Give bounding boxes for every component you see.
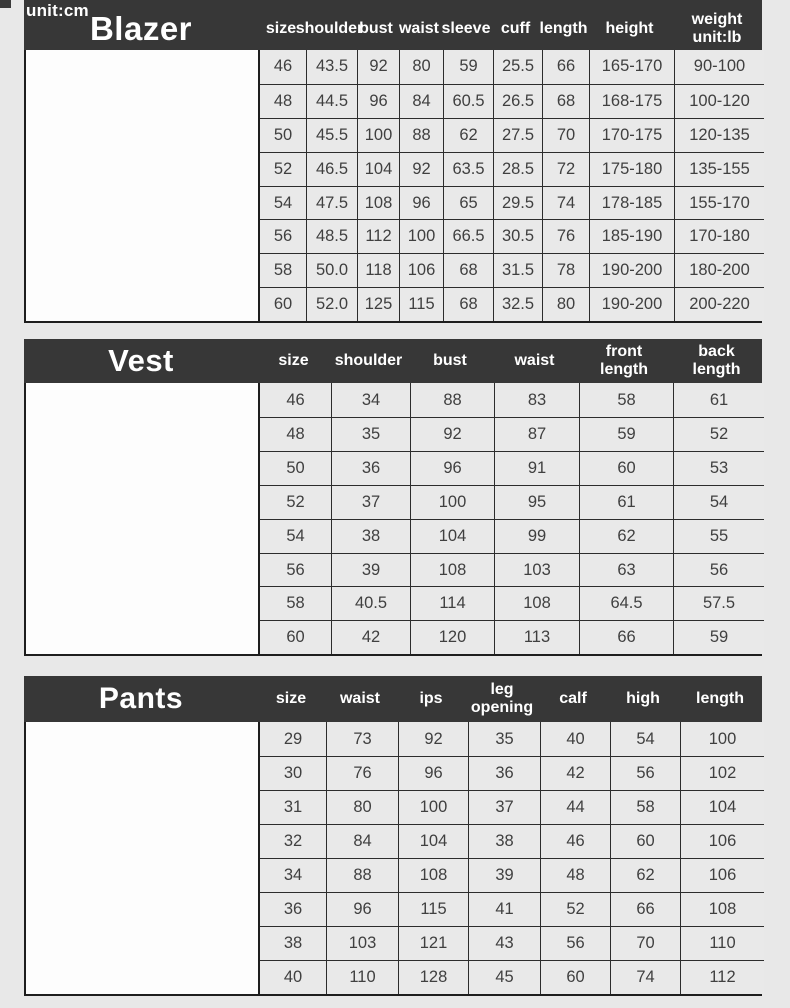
table-cell: 70 [542, 119, 589, 152]
table-cell: 47.5 [306, 187, 357, 220]
table-cell: 175-180 [589, 153, 674, 186]
table-cell: 115 [398, 893, 468, 926]
table-cell: 102 [680, 757, 764, 790]
table-cell: 30 [260, 757, 326, 790]
column-header: high [626, 690, 660, 708]
column-header: waist [398, 20, 439, 38]
table-cell: 74 [610, 961, 680, 994]
table-cell: 170-180 [674, 220, 764, 253]
vest-product-image-placeholder [26, 383, 260, 654]
blazer-column-headers [258, 0, 762, 50]
table-cell: 103 [326, 927, 398, 960]
table-cell: 60 [610, 825, 680, 858]
table-cell: 68 [542, 85, 589, 118]
table-cell: 96 [399, 187, 443, 220]
table-row [260, 451, 764, 485]
table-cell: 74 [542, 187, 589, 220]
table-cell: 39 [468, 859, 540, 892]
table-cell: 120 [410, 621, 494, 654]
table-cell: 108 [357, 187, 399, 220]
column-header: waist [514, 352, 555, 370]
table-cell: 170-175 [589, 119, 674, 152]
blazer-product-image-placeholder [26, 50, 260, 321]
table-cell: 66.5 [443, 220, 493, 253]
table-row [260, 84, 764, 118]
table-cell: 56 [610, 757, 680, 790]
column-header: length [696, 690, 744, 708]
table-cell: 112 [680, 961, 764, 994]
vest-column-headers [258, 339, 762, 383]
table-cell: 125 [357, 288, 399, 321]
table-cell: 52 [673, 418, 764, 451]
column-header: size [275, 690, 307, 708]
table-cell: 62 [610, 859, 680, 892]
table-cell: 38 [260, 927, 326, 960]
table-cell: 66 [610, 893, 680, 926]
table-cell: 37 [331, 486, 410, 519]
table-cell: 52.0 [306, 288, 357, 321]
column-header: weight unit:lb [691, 11, 743, 46]
table-cell: 91 [494, 452, 579, 485]
table-row [260, 926, 764, 960]
table-row [260, 620, 764, 654]
blazer-rows [260, 50, 764, 321]
table-cell: 31.5 [493, 254, 542, 287]
table-cell: 60 [540, 961, 610, 994]
table-cell: 59 [579, 418, 673, 451]
column-header: back length [692, 343, 741, 379]
table-cell: 76 [542, 220, 589, 253]
table-row [260, 553, 764, 587]
table-cell: 65 [443, 187, 493, 220]
table-cell: 61 [579, 486, 673, 519]
column-header: sleeve [441, 20, 491, 38]
table-row [260, 152, 764, 186]
table-cell: 66 [542, 50, 589, 84]
pants-product-image-placeholder [26, 722, 260, 994]
column-header: bust [433, 352, 467, 370]
table-cell: 104 [357, 153, 399, 186]
table-cell: 52 [260, 153, 306, 186]
table-cell: 64.5 [579, 587, 673, 620]
table-cell: 55 [673, 520, 764, 553]
blazer-title: Blazer [89, 10, 193, 47]
table-cell: 120-135 [674, 119, 764, 152]
table-row [260, 186, 764, 220]
column-header: shoulder [334, 352, 403, 370]
table-cell: 43.5 [306, 50, 357, 84]
table-cell: 99 [494, 520, 579, 553]
table-cell: 80 [399, 50, 443, 84]
table-cell: 57.5 [673, 587, 764, 620]
table-cell: 43 [468, 927, 540, 960]
table-cell: 88 [399, 119, 443, 152]
table-cell: 59 [443, 50, 493, 84]
table-cell: 106 [680, 859, 764, 892]
table-cell: 190-200 [589, 254, 674, 287]
table-cell: 52 [540, 893, 610, 926]
table-cell: 155-170 [674, 187, 764, 220]
table-cell: 54 [260, 187, 306, 220]
vest-header-bar [24, 339, 762, 383]
table-row [260, 790, 764, 824]
table-row [260, 50, 764, 84]
column-header: height [605, 20, 654, 38]
table-cell: 83 [494, 383, 579, 417]
table-cell: 56 [260, 220, 306, 253]
table-cell: 42 [331, 621, 410, 654]
table-cell: 76 [326, 757, 398, 790]
table-cell: 113 [494, 621, 579, 654]
table-cell: 35 [331, 418, 410, 451]
vest-table-body [24, 383, 762, 656]
column-header: waist [339, 690, 380, 708]
table-row [260, 756, 764, 790]
pants-table-body [24, 722, 762, 996]
table-cell: 29 [260, 722, 326, 756]
table-cell: 114 [410, 587, 494, 620]
table-cell: 40.5 [331, 587, 410, 620]
table-cell: 50 [260, 452, 331, 485]
table-cell: 36 [260, 893, 326, 926]
table-cell: 48 [260, 85, 306, 118]
table-cell: 92 [399, 153, 443, 186]
table-cell: 46 [260, 50, 306, 84]
table-cell: 168-175 [589, 85, 674, 118]
table-cell: 45 [468, 961, 540, 994]
table-gap [0, 323, 790, 339]
table-cell: 100-120 [674, 85, 764, 118]
table-cell: 66 [579, 621, 673, 654]
table-cell: 92 [357, 50, 399, 84]
table-cell: 32 [260, 825, 326, 858]
pants-rows [260, 722, 764, 994]
table-cell: 60 [260, 621, 331, 654]
table-cell: 53 [673, 452, 764, 485]
column-header: shoulder [295, 20, 364, 38]
table-cell: 110 [326, 961, 398, 994]
table-row [260, 722, 764, 756]
column-header: bust [359, 20, 393, 38]
table-row [260, 960, 764, 994]
table-cell: 34 [331, 383, 410, 417]
table-cell: 54 [260, 520, 331, 553]
column-header: cuff [500, 20, 531, 38]
table-cell: 200-220 [674, 288, 764, 321]
table-cell: 48 [540, 859, 610, 892]
table-cell: 36 [331, 452, 410, 485]
table-cell: 56 [673, 554, 764, 587]
table-cell: 41 [468, 893, 540, 926]
table-cell: 59 [673, 621, 764, 654]
table-cell: 92 [410, 418, 494, 451]
vest-rows [260, 383, 764, 654]
table-cell: 26.5 [493, 85, 542, 118]
table-cell: 56 [540, 927, 610, 960]
column-header: leg opening [470, 681, 534, 717]
table-cell: 108 [494, 587, 579, 620]
pants-column-headers [258, 676, 762, 722]
blazer-table-body [24, 50, 762, 323]
table-cell: 40 [540, 722, 610, 756]
table-cell: 100 [357, 119, 399, 152]
table-cell: 100 [680, 722, 764, 756]
table-cell: 121 [398, 927, 468, 960]
pants-header-bar [24, 676, 762, 722]
table-cell: 45.5 [306, 119, 357, 152]
table-cell: 104 [398, 825, 468, 858]
table-cell: 54 [673, 486, 764, 519]
table-cell: 178-185 [589, 187, 674, 220]
table-cell: 70 [610, 927, 680, 960]
table-cell: 108 [410, 554, 494, 587]
table-cell: 185-190 [589, 220, 674, 253]
table-cell: 58 [579, 383, 673, 417]
column-header: calf [559, 690, 587, 708]
table-row [260, 586, 764, 620]
column-header: ips [419, 690, 443, 708]
table-row [260, 519, 764, 553]
table-cell: 58 [260, 254, 306, 287]
table-cell: 96 [410, 452, 494, 485]
table-cell: 190-200 [589, 288, 674, 321]
table-cell: 63.5 [443, 153, 493, 186]
table-cell: 46 [260, 383, 331, 417]
table-row [260, 253, 764, 287]
table-cell: 73 [326, 722, 398, 756]
table-cell: 29.5 [493, 187, 542, 220]
table-row [260, 824, 764, 858]
table-cell: 128 [398, 961, 468, 994]
table-cell: 32.5 [493, 288, 542, 321]
column-header: front length [600, 343, 648, 379]
pants-title: Pants [98, 682, 184, 716]
table-cell: 61 [673, 383, 764, 417]
table-cell: 31 [260, 791, 326, 824]
unit-label: unit:cm [26, 1, 89, 20]
table-cell: 104 [410, 520, 494, 553]
table-cell: 44.5 [306, 85, 357, 118]
table-row [260, 118, 764, 152]
table-cell: 46 [540, 825, 610, 858]
table-cell: 35 [468, 722, 540, 756]
table-cell: 72 [542, 153, 589, 186]
table-cell: 42 [540, 757, 610, 790]
pants-size-table [24, 676, 762, 996]
column-header: size [265, 20, 297, 38]
table-cell: 56 [260, 554, 331, 587]
vest-title: Vest [108, 343, 174, 379]
table-cell: 60 [260, 288, 306, 321]
table-cell: 68 [443, 288, 493, 321]
table-row [260, 219, 764, 253]
table-cell: 108 [680, 893, 764, 926]
table-cell: 95 [494, 486, 579, 519]
table-cell: 100 [398, 791, 468, 824]
table-cell: 96 [357, 85, 399, 118]
table-cell: 50 [260, 119, 306, 152]
table-cell: 118 [357, 254, 399, 287]
table-row [260, 485, 764, 519]
table-row [260, 287, 764, 321]
table-row [260, 858, 764, 892]
table-cell: 48 [260, 418, 331, 451]
table-cell: 60 [579, 452, 673, 485]
column-header: length [539, 20, 588, 38]
table-cell: 37 [468, 791, 540, 824]
table-cell: 62 [443, 119, 493, 152]
table-cell: 39 [331, 554, 410, 587]
table-cell: 68 [443, 254, 493, 287]
table-cell: 108 [398, 859, 468, 892]
table-gap [0, 656, 790, 676]
table-cell: 34 [260, 859, 326, 892]
table-cell: 78 [542, 254, 589, 287]
table-cell: 87 [494, 418, 579, 451]
blazer-header-bar [24, 0, 762, 50]
table-row [260, 417, 764, 451]
vest-size-table [24, 339, 762, 656]
table-cell: 80 [542, 288, 589, 321]
table-cell: 36 [468, 757, 540, 790]
table-cell: 88 [326, 859, 398, 892]
table-row [260, 892, 764, 926]
table-cell: 38 [331, 520, 410, 553]
table-cell: 50.0 [306, 254, 357, 287]
table-cell: 84 [399, 85, 443, 118]
table-cell: 62 [579, 520, 673, 553]
table-cell: 80 [326, 791, 398, 824]
table-cell: 60.5 [443, 85, 493, 118]
table-cell: 104 [680, 791, 764, 824]
table-cell: 63 [579, 554, 673, 587]
table-cell: 106 [680, 825, 764, 858]
table-cell: 40 [260, 961, 326, 994]
blazer-size-table [24, 0, 762, 323]
table-cell: 54 [610, 722, 680, 756]
table-cell: 92 [398, 722, 468, 756]
table-cell: 46.5 [306, 153, 357, 186]
table-cell: 112 [357, 220, 399, 253]
table-cell: 103 [494, 554, 579, 587]
table-cell: 84 [326, 825, 398, 858]
table-cell: 25.5 [493, 50, 542, 84]
table-cell: 100 [410, 486, 494, 519]
table-cell: 30.5 [493, 220, 542, 253]
table-cell: 52 [260, 486, 331, 519]
table-cell: 44 [540, 791, 610, 824]
table-cell: 96 [398, 757, 468, 790]
table-cell: 180-200 [674, 254, 764, 287]
table-cell: 106 [399, 254, 443, 287]
table-cell: 165-170 [589, 50, 674, 84]
corner-artifact [0, 0, 11, 8]
table-cell: 38 [468, 825, 540, 858]
table-cell: 48.5 [306, 220, 357, 253]
table-cell: 58 [610, 791, 680, 824]
table-cell: 27.5 [493, 119, 542, 152]
table-cell: 115 [399, 288, 443, 321]
table-cell: 28.5 [493, 153, 542, 186]
table-cell: 100 [399, 220, 443, 253]
table-cell: 88 [410, 383, 494, 417]
table-cell: 135-155 [674, 153, 764, 186]
table-cell: 58 [260, 587, 331, 620]
table-cell: 110 [680, 927, 764, 960]
table-row [260, 383, 764, 417]
table-cell: 96 [326, 893, 398, 926]
table-cell: 90-100 [674, 50, 764, 84]
column-header: size [278, 352, 309, 370]
